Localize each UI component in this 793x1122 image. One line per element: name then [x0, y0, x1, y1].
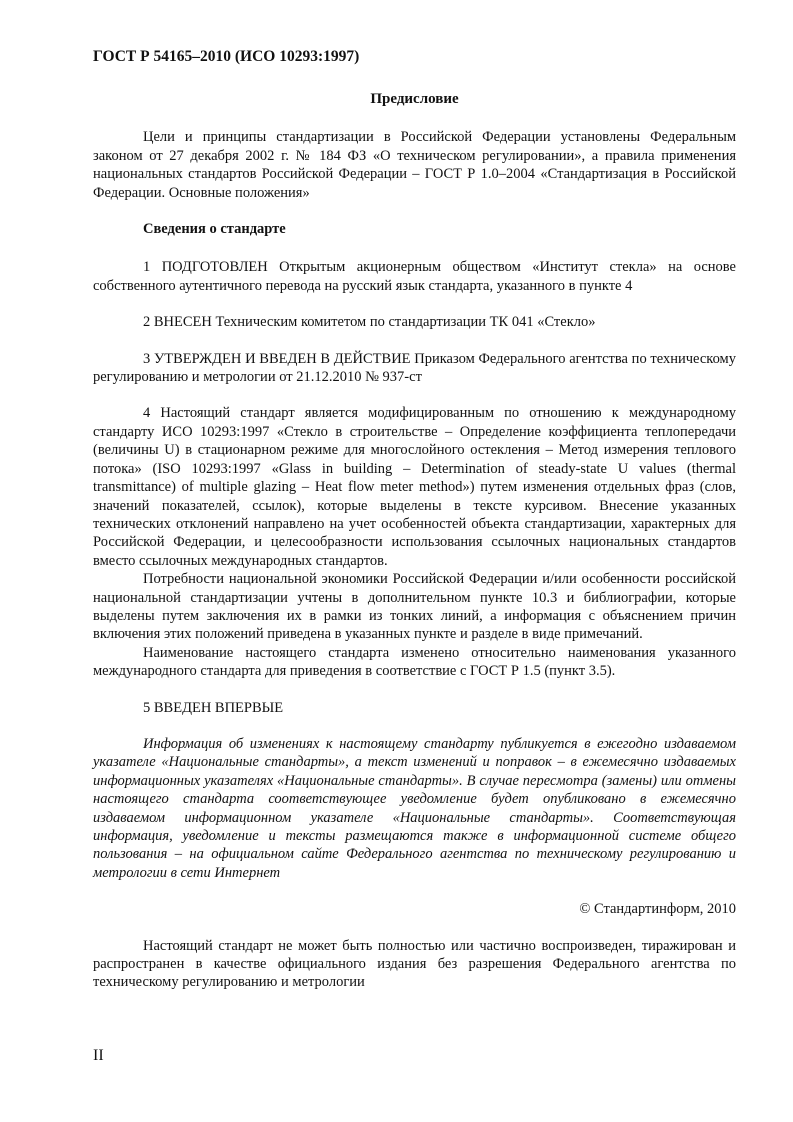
intro-paragraph: Цели и принципы стандартизации в Российской Федерации установлены Федеральным законом от 27 декабря 2002 г. № 184 ФЗ «О техническом регулировании», а правила применения национальных стандартов Российской Федерации – ГОСТ Р 1.0–2004 «Стандартизация в Российской Федерации. Основные положения»	[93, 129, 736, 201]
reproduction-notice: Настоящий стандарт не может быть полностью или частично воспроизведен, тиражирован и распространен в качестве официального издания без разрешения Федерального агентства по техническому регулированию и метрологии	[93, 937, 736, 991]
item-4-name: Наименование настоящего стандарта изменено относительно наименования указанного международного стандарта для приведения в соответствие с ГОСТ Р 1.5 (пункт 3.5).	[93, 644, 736, 680]
item-5: 5 ВВЕДЕН ВПЕРВЫЕ	[143, 699, 284, 716]
item-3: 3 УТВЕРЖДЕН И ВВЕДЕН В ДЕЙСТВИЕ Приказом Федерального агентства по техническому регулированию и метрологии от 21.12.2010 № 937-ст	[93, 350, 736, 386]
item-1: 1 ПОДГОТОВЛЕН Открытым акционерным обществом «Институт стекла» на основе собственного аутентичного перевода на русский язык стандарта, указанного в пункте 4	[93, 259, 736, 294]
document-header: ГОСТ Р 54165–2010 (ИСО 10293:1997)	[93, 48, 360, 65]
foreword	[93, 84, 736, 992]
item-4: 4 Настоящий стандарт является модифицированным по отношению к международному стандарту ИСО 10293:1997 «Стекло в строительстве – Определение коэффициента теплопередачи (величины U) в стационарном режиме для многослойного остекления – Метод измерения теплового потока» (ISO 10293:1997 «Glass in building – Determination of steady-state U values (thermal transmittance) of multiple glazing – Heat flow meter method») путем изменения отдельных фраз (слов, значений показателей, ссылок), которые выделены в тексте курсивом. Внесение указанных технических отклонений направлено на учет особенностей объекта стандартизации, характерных для Российской Федерации, и целесообразности использования ссылочных национальных стандартов вместо ссылочных международных стандартов.	[93, 405, 736, 569]
item-2: 2 ВНЕСЕН Техническим комитетом по стандартизации ТК 041 «Стекло»	[143, 314, 596, 331]
page-number: II	[93, 1047, 104, 1064]
subsection-title: Сведения о стандарте	[143, 221, 286, 238]
copyright: © Стандартинформ, 2010	[579, 901, 736, 918]
item-4-needs: Потребности национальной экономики Российской Федерации и/или особенности российской национальной стандартизации учтены в дополнительном пункте 10.3 и библиографии, которые выделены путем заключения их в рамки из тонких линий, а информация с объяснением причин включения этих положений приведена в указанных пункте и разделе в виде примечаний.	[93, 571, 736, 643]
section-title: Предисловие	[370, 91, 459, 107]
changes-info: Информация об изменениях к настоящему стандарту публикуется в ежегодно издаваемом указателе «Национальные стандарты», а текст изменений и поправок – в ежемесячно издаваемых информационных указателях «Национальные стандарты». В случае пересмотра (замены) или отмены настоящего стандарта соответствующее уведомление будет опубликовано в ежемесячно издаваемом информационном указателе «Национальные стандарты». Соответствующая информация, уведомление и тексты размещаются также в информационной системе общего пользования – на официальном сайте Федерального агентства по техническому регулированию и метрологии в сети Интернет	[93, 735, 736, 881]
